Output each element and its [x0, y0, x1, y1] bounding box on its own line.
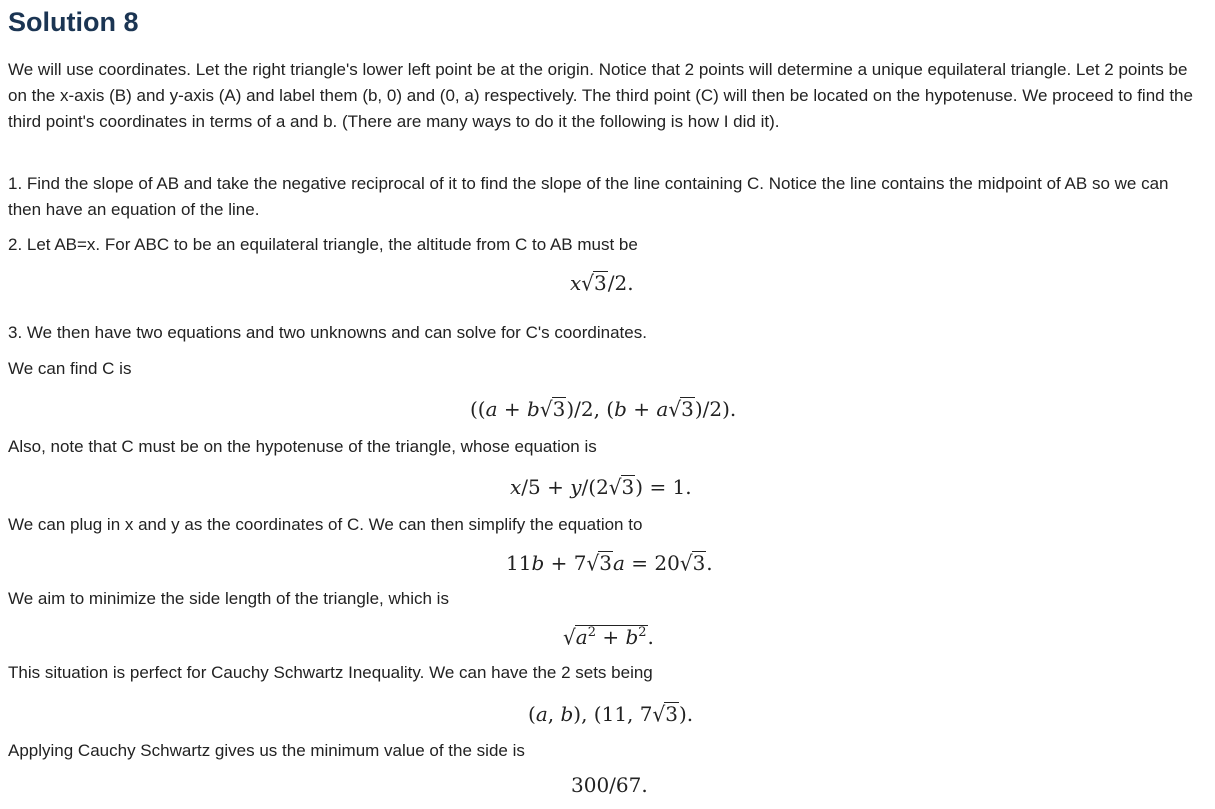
solution-title: Solution 8 — [8, 7, 139, 37]
find-c-text: We can find C is — [8, 359, 132, 378]
simplified-equation: 11b + 7√3a = 20√3. — [506, 550, 713, 576]
plug-in-text: We can plug in x and y as the coordinates of C. We can then simplify the equation to — [8, 515, 643, 534]
cauchy-intro-text: This situation is perfect for Cauchy Schwartz Inequality. We can have the 2 sets being — [8, 663, 653, 682]
step-3-text: 3. We then have two equations and two unknowns and can solve for C's coordinates. — [8, 323, 647, 342]
hypotenuse-equation: x/5 + y/(2√3) = 1. — [510, 474, 692, 500]
aim-text: We aim to minimize the side length of the triangle, which is — [8, 589, 449, 608]
intro-paragraph: We will use coordinates. Let the right triangle's lower left point be at the origin. Notice that 2 points will determine a unique equilateral triangle. Let 2 points be on the x-axis (B) and y-axis (A) and label them (b, 0) and (0, a) respectively. The third point (C) will then be located on the hypotenuse. We proceed to find the third point's coordinates in terms of a and b. (There are many ways to do it the following is how I did it). — [8, 60, 1193, 131]
c-coordinates-equation: ((a + b√3)/2, (b + a√3)/2). — [470, 396, 737, 422]
cauchy-sets-expression: (a, b), (11, 7√3). — [528, 701, 694, 727]
applying-text: Applying Cauchy Schwartz gives us the minimum value of the side is — [8, 741, 525, 760]
answer-expression: 300/67. — [571, 773, 648, 797]
step-2-text: 2. Let AB=x. For ABC to be an equilateral triangle, the altitude from C to AB must be — [8, 235, 638, 254]
step-1-text: 1. Find the slope of AB and take the negative reciprocal of it to find the slope of the line containing C. Notice the line contains the midpoint of AB so we can then have an equation of the line. — [8, 174, 1169, 219]
side-length-expression: $√a^2 + b^2$. — [563, 624, 654, 650]
also-note-text: Also, note that C must be on the hypotenuse of the triangle, whose equation is — [8, 437, 597, 456]
altitude-equation: x√3/2. — [570, 270, 634, 296]
